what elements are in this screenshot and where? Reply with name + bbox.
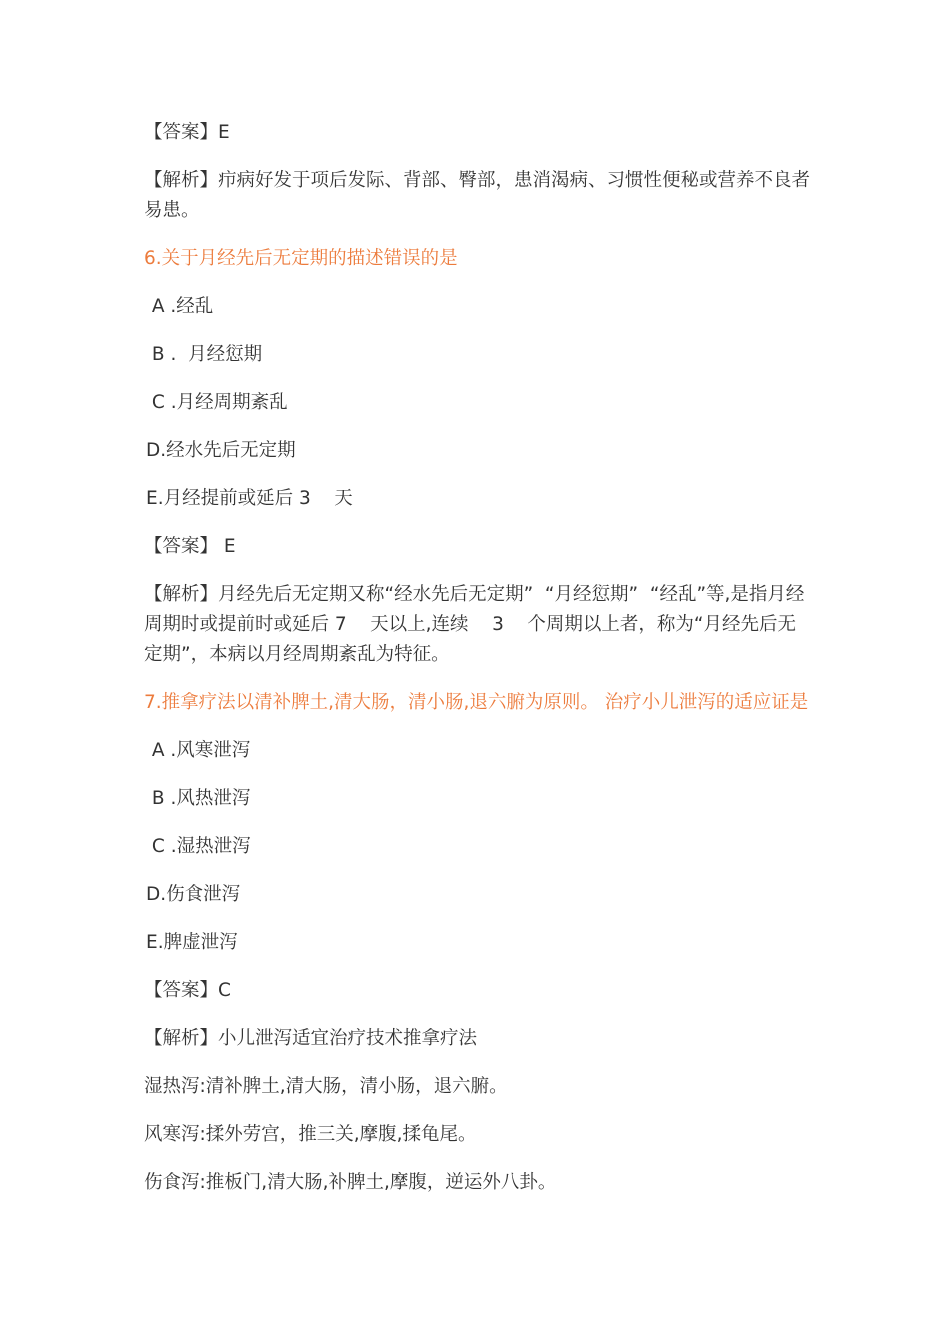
q6-option-d: D.经水先后无定期: [146, 440, 296, 461]
treatment-wind-cold: 风寒泻:揉外劳宫，推三关,摩腹,揉龟尾。: [144, 1124, 477, 1145]
q7-option-b: B .风热泄泻: [146, 788, 251, 809]
analysis-q6: 【解析】月经先后无定期又称“经水先后无定期” “月经愆期” “经乱”等,是指月经周期时或提前时或延后 7 天以上,连续 3 个周期以上者，称为“月经先后无定期”，本病以月经周期紊乱为特征。: [144, 584, 805, 665]
q7-option-e: E.脾虚泄泻: [146, 932, 238, 953]
answer-q7: 【答案】C: [144, 980, 231, 1001]
analysis-q7: 【解析】小儿泄泻适宜治疗技术推拿疗法: [144, 1028, 478, 1049]
answer-q6: 【答案】 E: [144, 536, 236, 557]
q7-option-a: A .风寒泄泻: [146, 740, 251, 761]
question-6: 6.关于月经先后无定期的描述错误的是: [144, 248, 458, 269]
q7-option-d: D.伤食泄泻: [146, 884, 241, 905]
treatment-food-injury: 伤食泻:推板门,清大肠,补脾土,摩腹，逆运外八卦。: [144, 1172, 557, 1193]
q6-option-a: A .经乱: [146, 296, 214, 317]
analysis-q5: 【解析】疖病好发于项后发际、背部、臀部，患消渴病、习惯性便秘或营养不良者易患。: [144, 170, 811, 221]
question-7: 7.推拿疗法以清补脾土,清大肠，清小肠,退六腑为原则。 治疗小儿泄泻的适应证是: [144, 692, 809, 713]
q6-option-c: C .月经周期紊乱: [146, 392, 288, 413]
q6-option-e: E.月经提前或延后 3 天: [146, 488, 353, 509]
q6-option-b: B . 月经愆期: [146, 344, 263, 365]
answer-q5: 【答案】E: [144, 122, 230, 143]
document-page: [144, 118, 810, 1216]
treatment-damp-heat: 湿热泻:清补脾土,清大肠，清小肠，退六腑。: [144, 1076, 508, 1097]
q7-option-c: C .湿热泄泻: [146, 836, 251, 857]
